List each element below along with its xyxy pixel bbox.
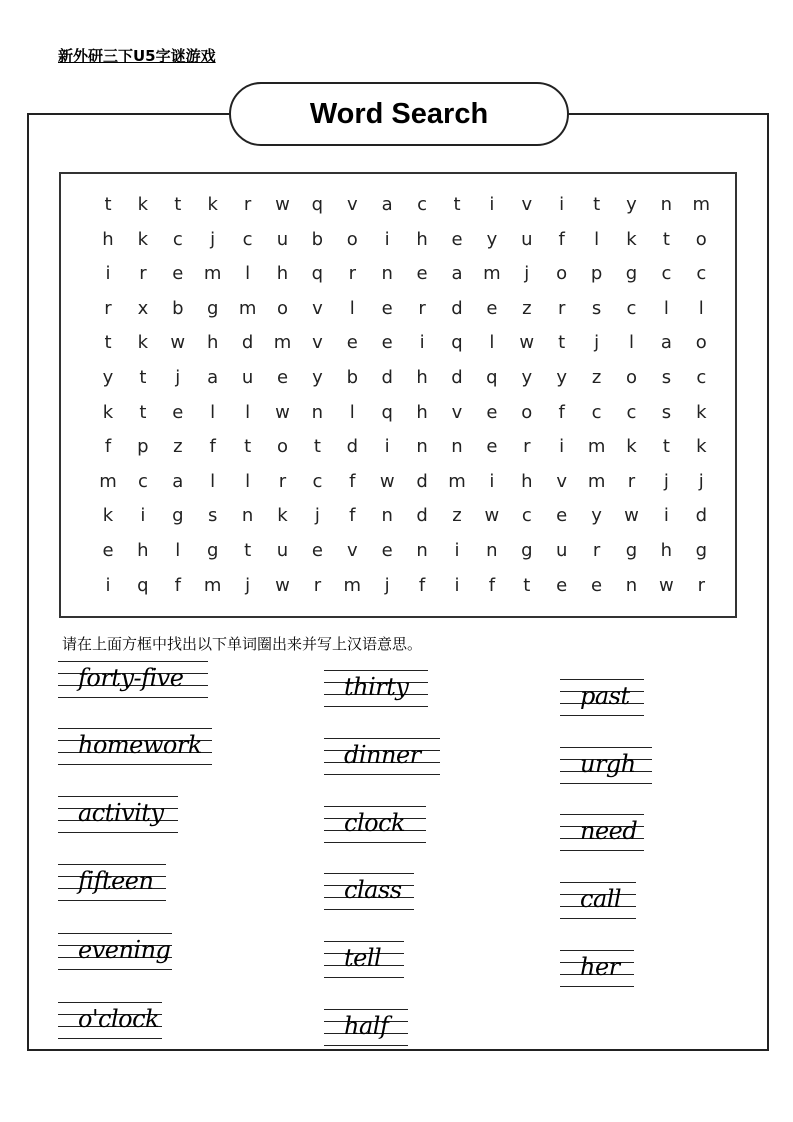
grid-letter: e — [102, 540, 114, 561]
grid-letter: c — [626, 297, 637, 319]
grid-letter: r — [697, 574, 705, 596]
grid-letter: f — [558, 228, 565, 250]
grid-letter: i — [384, 228, 390, 250]
grid-letter: w — [170, 332, 186, 354]
grid-letter: i — [419, 332, 425, 354]
word-slot — [560, 946, 634, 988]
grid-letter: c — [696, 367, 707, 388]
grid-letter: n — [625, 574, 638, 596]
grid-letter: j — [524, 263, 530, 285]
grid-letter: l — [210, 401, 216, 423]
grid-letter: o — [521, 401, 533, 423]
grid-letter: o — [625, 367, 637, 388]
grid-letter: q — [311, 194, 324, 215]
grid-letter: i — [663, 505, 669, 527]
grid-row — [61, 257, 735, 291]
grid-letter: f — [104, 436, 112, 458]
grid-letter: c — [417, 194, 428, 215]
grid-letter: j — [663, 470, 669, 492]
word-label: need — [580, 817, 638, 845]
grid-row — [61, 361, 735, 395]
word-slot — [324, 1005, 408, 1047]
grid-letter: j — [698, 470, 704, 492]
grid-letter: i — [559, 436, 565, 458]
grid-letter: t — [174, 194, 182, 215]
grid-letter: u — [241, 367, 254, 388]
grid-letter: n — [416, 540, 428, 561]
grid-letter: p — [137, 436, 149, 458]
grid-letter: c — [626, 401, 637, 423]
grid-letter: a — [660, 332, 672, 354]
grid-letter: i — [140, 505, 146, 527]
grid-letter: j — [175, 367, 181, 388]
grid-letter: h — [102, 228, 114, 250]
grid-letter: d — [451, 297, 463, 319]
grid-letter: e — [311, 540, 323, 561]
grid-letter: s — [207, 505, 218, 527]
grid-row — [61, 569, 735, 603]
grid-letter: a — [207, 367, 219, 388]
grid-letter: w — [659, 574, 674, 596]
grid-letter: o — [346, 228, 358, 250]
grid-letter: t — [523, 574, 531, 596]
word-label: half — [344, 1012, 389, 1040]
grid-letter: d — [381, 367, 393, 388]
letter-grid — [59, 172, 737, 618]
grid-letter: u — [276, 540, 289, 561]
grid-letter: r — [139, 263, 147, 285]
grid-letter: c — [591, 401, 602, 423]
word-label: homework — [78, 731, 202, 759]
word-label: clock — [344, 809, 406, 837]
grid-letter: v — [521, 194, 533, 215]
grid-letter: l — [698, 297, 704, 319]
grid-letter: s — [591, 297, 602, 319]
grid-letter: o — [695, 228, 707, 250]
grid-letter: a — [381, 194, 393, 215]
grid-letter: m — [203, 263, 222, 285]
grid-letter: z — [522, 297, 532, 319]
grid-letter: h — [521, 470, 533, 492]
grid-letter: g — [695, 540, 708, 561]
grid-letter: w — [275, 574, 290, 596]
grid-letter: q — [137, 574, 149, 596]
grid-letter: i — [105, 574, 111, 596]
grid-row — [61, 534, 735, 568]
grid-letter: r — [348, 263, 356, 285]
grid-letter: c — [242, 228, 253, 250]
word-label: dinner — [344, 741, 421, 769]
grid-letter: u — [276, 228, 289, 250]
grid-letter: u — [555, 540, 568, 561]
grid-letter: q — [311, 263, 324, 285]
grid-letter: f — [349, 505, 356, 527]
grid-letter: y — [312, 367, 323, 388]
grid-letter: d — [416, 470, 428, 492]
grid-letter: l — [349, 401, 355, 423]
grid-letter: n — [381, 263, 393, 285]
word-label: tell — [344, 944, 382, 972]
grid-row — [61, 430, 735, 464]
grid-letter: e — [381, 540, 393, 561]
grid-letter: t — [313, 436, 321, 458]
grid-letter: e — [381, 332, 393, 354]
word-label: activity — [78, 799, 164, 827]
grid-letter: h — [416, 401, 428, 423]
word-slot — [324, 802, 426, 844]
grid-letter: t — [139, 367, 147, 388]
grid-letter: r — [418, 297, 426, 319]
grid-letter: l — [663, 297, 669, 319]
grid-letter: f — [418, 574, 426, 596]
word-slot — [324, 937, 404, 979]
word-slot — [324, 666, 428, 708]
grid-letter: m — [587, 470, 606, 492]
grid-letter: t — [244, 540, 252, 561]
word-slot — [324, 734, 440, 776]
grid-letter: o — [695, 332, 707, 354]
grid-letter: r — [313, 574, 322, 596]
grid-letter: k — [207, 194, 218, 215]
grid-letter: l — [245, 401, 251, 423]
grid-letter: e — [486, 297, 498, 319]
grid-letter: y — [102, 367, 114, 388]
grid-letter: o — [276, 436, 288, 458]
grid-letter: h — [206, 332, 219, 354]
grid-letter: g — [521, 540, 533, 561]
word-slot — [58, 657, 208, 699]
word-slot — [560, 810, 644, 852]
grid-letter: v — [556, 470, 568, 492]
grid-letter: e — [416, 263, 428, 285]
grid-letter: s — [661, 367, 672, 388]
word-slot — [58, 860, 166, 902]
grid-letter: o — [556, 263, 568, 285]
grid-letter: y — [556, 367, 568, 388]
grid-letter: e — [486, 436, 498, 458]
grid-letter: w — [275, 401, 290, 423]
grid-letter: t — [662, 436, 670, 458]
word-label: past — [580, 682, 630, 710]
grid-letter: n — [486, 540, 498, 561]
grid-letter: b — [346, 367, 359, 388]
grid-letter: c — [661, 263, 672, 285]
grid-letter: t — [104, 194, 112, 215]
grid-letter: l — [628, 332, 634, 354]
grid-letter: g — [206, 540, 219, 561]
grid-letter: f — [174, 574, 181, 596]
grid-letter: w — [484, 505, 500, 527]
word-slot — [560, 878, 636, 920]
grid-letter: k — [137, 228, 149, 250]
grid-letter: l — [245, 263, 251, 285]
puzzle-title: Word Search — [229, 82, 569, 146]
grid-letter: d — [695, 505, 708, 527]
grid-letter: c — [696, 263, 707, 285]
grid-letter: n — [416, 436, 428, 458]
grid-letter: l — [349, 297, 355, 319]
grid-letter: j — [245, 574, 251, 596]
grid-letter: n — [451, 436, 463, 458]
grid-letter: o — [276, 297, 288, 319]
grid-letter: c — [137, 470, 148, 492]
word-slot — [560, 743, 652, 785]
word-label: evening — [78, 936, 171, 964]
grid-letter: p — [590, 263, 603, 285]
grid-letter: j — [594, 332, 600, 354]
grid-letter: v — [346, 194, 358, 215]
word-label: fifteen — [78, 867, 154, 895]
grid-letter: h — [276, 263, 289, 285]
grid-row — [61, 188, 735, 222]
word-label: forty-five — [78, 664, 184, 692]
grid-letter: k — [102, 401, 114, 423]
grid-letter: t — [453, 194, 461, 215]
grid-letter: c — [312, 470, 323, 492]
word-label: thirty — [344, 673, 409, 701]
grid-letter: d — [451, 367, 463, 388]
grid-letter: l — [175, 540, 181, 561]
grid-letter: n — [381, 505, 393, 527]
grid-letter: t — [104, 332, 112, 354]
grid-letter: t — [139, 401, 147, 423]
grid-letter: t — [558, 332, 566, 354]
grid-row — [61, 465, 735, 499]
grid-letter: w — [624, 505, 639, 527]
grid-letter: e — [172, 263, 184, 285]
grid-letter: a — [451, 263, 463, 285]
grid-letter: c — [172, 228, 183, 250]
grid-letter: t — [662, 228, 670, 250]
grid-letter: v — [346, 540, 358, 561]
word-slot — [58, 724, 212, 766]
word-label: urgh — [580, 750, 636, 778]
grid-letter: r — [557, 297, 566, 319]
grid-letter: e — [346, 332, 358, 354]
grid-letter: q — [381, 401, 393, 423]
grid-letter: h — [660, 540, 673, 561]
grid-letter: e — [276, 367, 289, 388]
grid-letter: q — [451, 332, 463, 354]
grid-letter: e — [381, 297, 393, 319]
grid-letter: r — [243, 194, 252, 215]
grid-letter: u — [521, 228, 533, 250]
word-slot — [58, 792, 178, 834]
grid-letter: y — [486, 228, 498, 250]
grid-letter: e — [451, 228, 463, 250]
grid-letter: g — [625, 263, 638, 285]
grid-letter: i — [559, 194, 565, 215]
grid-letter: e — [591, 574, 603, 596]
grid-letter: k — [277, 505, 288, 527]
grid-letter: k — [626, 436, 637, 458]
grid-letter: l — [594, 228, 600, 250]
grid-letter: h — [416, 367, 428, 388]
grid-letter: l — [245, 470, 251, 492]
grid-row — [61, 292, 735, 326]
grid-letter: e — [556, 574, 568, 596]
grid-letter: k — [137, 194, 149, 215]
grid-letter: c — [521, 505, 532, 527]
grid-letter: r — [523, 436, 531, 458]
grid-letter: m — [483, 263, 501, 285]
grid-letter: k — [696, 436, 707, 458]
grid-letter: z — [173, 436, 183, 458]
grid-letter: j — [384, 574, 390, 596]
grid-letter: r — [278, 470, 287, 492]
word-label: o'clock — [78, 1005, 160, 1033]
document-header: 新外研三下U5字谜游戏 — [58, 47, 216, 65]
grid-letter: k — [626, 228, 637, 250]
grid-letter: k — [102, 505, 114, 527]
grid-letter: a — [172, 470, 184, 492]
grid-letter: m — [692, 194, 711, 215]
grid-letter: m — [203, 574, 222, 596]
grid-letter: m — [448, 470, 466, 492]
grid-letter: i — [489, 470, 495, 492]
grid-letter: t — [593, 194, 601, 215]
grid-letter: n — [241, 505, 254, 527]
grid-letter: f — [209, 436, 216, 458]
grid-row — [61, 223, 735, 257]
grid-letter: h — [416, 228, 428, 250]
grid-letter: d — [416, 505, 428, 527]
grid-letter: b — [172, 297, 184, 319]
grid-letter: r — [592, 540, 601, 561]
grid-letter: d — [241, 332, 254, 354]
grid-letter: w — [519, 332, 535, 354]
grid-letter: r — [104, 297, 112, 319]
grid-letter: v — [312, 297, 323, 319]
instruction-text: 请在上面方框中找出以下单词圈出来并写上汉语意思。 — [62, 635, 423, 653]
word-label: class — [344, 876, 402, 904]
grid-letter: e — [486, 401, 498, 423]
grid-letter: i — [489, 194, 495, 215]
grid-letter: r — [627, 470, 636, 492]
grid-letter: k — [137, 332, 149, 354]
grid-letter: j — [314, 505, 320, 527]
grid-letter: v — [312, 332, 323, 354]
grid-letter: n — [311, 401, 324, 423]
grid-letter: y — [626, 194, 637, 215]
grid-letter: z — [452, 505, 462, 527]
grid-letter: v — [451, 401, 463, 423]
grid-row — [61, 326, 735, 360]
grid-letter: s — [661, 401, 672, 423]
grid-letter: y — [521, 367, 533, 388]
grid-letter: m — [273, 332, 292, 354]
grid-letter: k — [696, 401, 707, 423]
grid-letter: y — [591, 505, 602, 527]
grid-letter: t — [244, 436, 252, 458]
grid-letter: z — [591, 367, 602, 388]
word-label: call — [580, 885, 622, 913]
grid-letter: e — [172, 401, 184, 423]
word-slot — [58, 929, 172, 971]
grid-letter: w — [379, 470, 395, 492]
grid-letter: g — [172, 505, 184, 527]
word-slot — [58, 998, 162, 1040]
grid-letter: f — [558, 401, 565, 423]
grid-letter: m — [99, 470, 117, 492]
grid-letter: b — [311, 228, 324, 250]
grid-letter: m — [343, 574, 362, 596]
grid-letter: w — [275, 194, 290, 215]
grid-row — [61, 499, 735, 533]
grid-letter: g — [625, 540, 638, 561]
grid-letter: e — [556, 505, 568, 527]
grid-letter: l — [489, 332, 495, 354]
grid-letter: h — [137, 540, 149, 561]
word-slot — [560, 675, 644, 717]
grid-row — [61, 396, 735, 430]
word-label: her — [580, 953, 620, 981]
grid-letter: i — [105, 263, 111, 285]
grid-letter: m — [587, 436, 606, 458]
grid-letter: f — [488, 574, 496, 596]
grid-letter: n — [660, 194, 673, 215]
grid-letter: i — [454, 540, 460, 561]
word-slot — [324, 869, 414, 911]
grid-letter: j — [210, 228, 216, 250]
grid-letter: d — [346, 436, 359, 458]
grid-letter: i — [454, 574, 460, 596]
grid-letter: f — [349, 470, 356, 492]
grid-letter: x — [137, 297, 149, 319]
grid-letter: q — [486, 367, 498, 388]
grid-letter: i — [384, 436, 390, 458]
grid-letter: l — [210, 470, 216, 492]
grid-letter: m — [238, 297, 257, 319]
grid-letter: g — [206, 297, 219, 319]
